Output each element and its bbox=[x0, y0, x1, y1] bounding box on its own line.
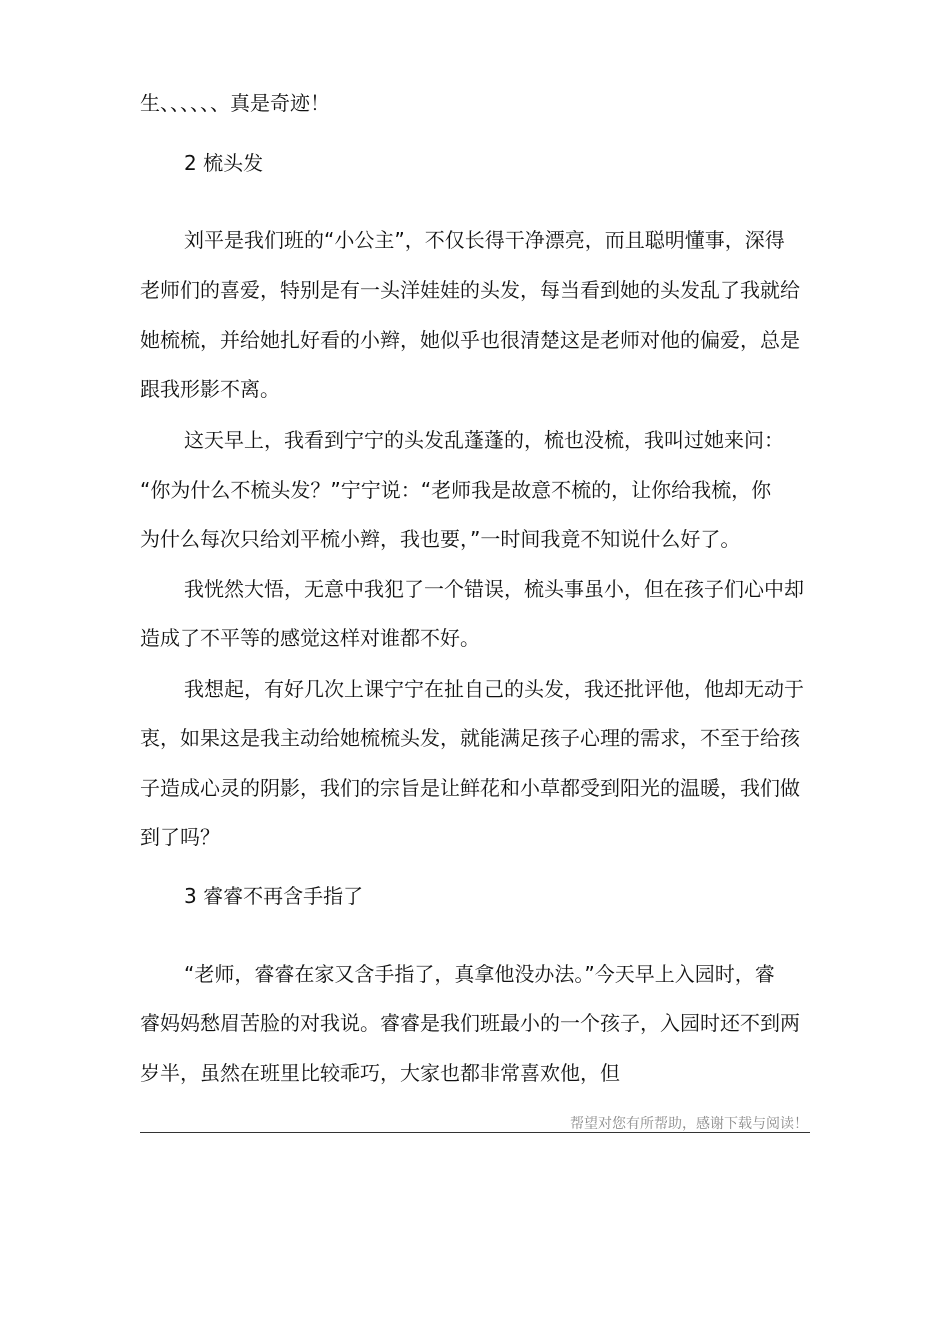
section-heading: 3 睿睿不再含手指了 bbox=[184, 884, 364, 908]
footer-divider bbox=[140, 1132, 810, 1133]
text-line: 造成了不平等的感觉这样对谁都不好。 bbox=[140, 626, 480, 650]
text-line: “老师，睿睿在家又含手指了，真拿他没办法。”今天早上入园时，睿 bbox=[184, 962, 775, 986]
text-line: 为什么每次只给刘平梳小辫，我也要，”一时间我竟不知说什么好了。 bbox=[140, 527, 741, 551]
section-heading: 2 梳头发 bbox=[184, 151, 264, 175]
text-line: 岁半，虽然在班里比较乖巧，大家也都非常喜欢他，但 bbox=[140, 1061, 620, 1085]
text-line: 刘平是我们班的“小公主”，不仅长得干净漂亮，而且聪明懂事，深得 bbox=[184, 228, 785, 252]
text-line: 这天早上，我看到宁宁的头发乱蓬蓬的，梳也没梳，我叫过她来问： bbox=[184, 428, 784, 452]
text-line: “你为什么不梳头发？”宁宁说：“老师我是故意不梳的，让你给我梳，你 bbox=[140, 478, 772, 502]
text-line: 她梳梳，并给她扎好看的小辫，她似乎也很清楚这是老师对他的偏爱，总是 bbox=[140, 328, 800, 352]
text-line: 生、、、、、、真是奇迹！ bbox=[140, 91, 330, 115]
text-line: 睿妈妈愁眉苦脸的对我说。睿睿是我们班最小的一个孩子，入园时还不到两 bbox=[140, 1011, 800, 1035]
text-line: 衷，如果这是我主动给她梳梳头发，就能满足孩子心理的需求，不至于给孩 bbox=[140, 726, 800, 750]
text-line: 跟我形影不离。 bbox=[140, 377, 280, 401]
text-line: 到了吗？ bbox=[140, 825, 220, 849]
text-line: 老师们的喜爱，特别是有一头洋娃娃的头发，每当看到她的头发乱了我就给 bbox=[140, 278, 800, 302]
footer-note: 帮望对您有所帮助，感谢下载与阅读！ bbox=[570, 1116, 808, 1132]
text-line: 我恍然大悟，无意中我犯了一个错误，梳头事虽小，但在孩子们心中却 bbox=[184, 577, 804, 601]
text-line: 我想起，有好几次上课宁宁在扯自己的头发，我还批评他，他却无动于 bbox=[184, 677, 804, 701]
text-line: 子造成心灵的阴影，我们的宗旨是让鲜花和小草都受到阳光的温暖，我们做 bbox=[140, 776, 800, 800]
